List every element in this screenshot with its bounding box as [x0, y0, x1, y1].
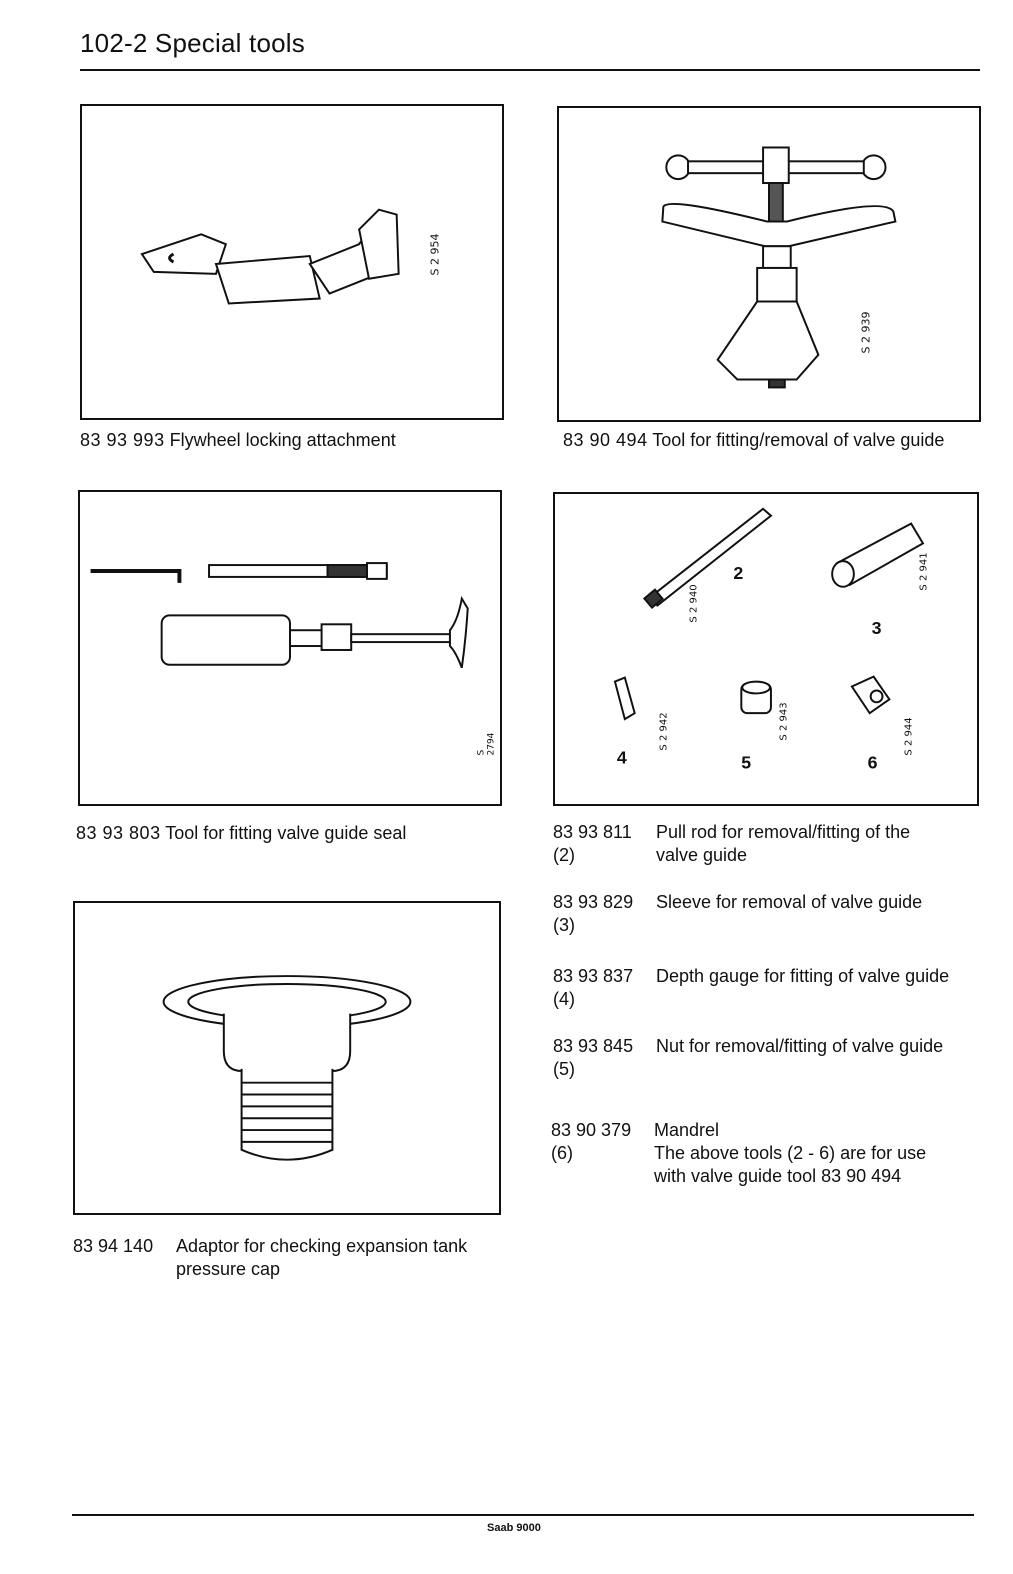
footer-rule [72, 1514, 974, 1516]
tool-ref: (6) [551, 1143, 573, 1163]
valve-seal-tool-drawing [80, 492, 500, 804]
caption-number: 83 93 803 [76, 823, 161, 843]
tool-number: 83 93 829 [553, 892, 634, 912]
figure-flywheel-locking [80, 104, 504, 420]
tool-list-item [553, 821, 983, 867]
tool-description: Depth gauge for fitting of valve guide [656, 966, 950, 986]
footer-brand: Saab 9000 [487, 1522, 541, 1534]
tool-description: Nut for removal/fitting of valve guide [656, 1036, 944, 1056]
tool-list-item [553, 965, 983, 1011]
figure-valve-guide-tool [557, 106, 981, 422]
tool-list-item [551, 1119, 983, 1189]
figure-code: S 2 941 [918, 552, 930, 591]
caption-number: 83 90 494 [563, 430, 648, 450]
caption-adaptor [73, 1235, 513, 1283]
figure-code: S 2 943 [778, 702, 790, 741]
tool-ref: (2) [553, 845, 575, 865]
tool-list-item [553, 891, 983, 937]
figure-code: S 2 944 [903, 717, 915, 756]
caption-number: 83 93 993 [80, 430, 165, 450]
tool-number: 83 93 811 [553, 822, 632, 842]
caption-title: Tool for fitting valve guide seal [165, 823, 407, 843]
caption-valve-seal-tool [76, 821, 406, 845]
page-title: 102-2 Special tools [80, 28, 305, 58]
tool-ref: (3) [553, 915, 575, 935]
tool-description-cont: The above tools (2 - 6) are for use [654, 1143, 927, 1163]
tool-list-item [553, 1035, 983, 1081]
figure-valve-seal-tool [78, 490, 502, 806]
tool-ref: (5) [553, 1059, 575, 1079]
caption-title: Flywheel locking attachment [169, 430, 396, 450]
figure-code: S 2 942 [658, 712, 670, 751]
tool-ref: (4) [553, 989, 575, 1009]
caption-flywheel [80, 428, 396, 452]
figure-code: S 2 954 [428, 233, 442, 276]
figure-valve-guide-set [553, 492, 979, 806]
item-label: 4 [616, 747, 627, 768]
tool-description-cont: with valve guide tool 83 90 494 [654, 1166, 902, 1186]
tool-description: Mandrel [654, 1120, 720, 1140]
tool-number: 83 93 837 [553, 966, 634, 986]
caption-title: Adaptor for checking expansion tank [176, 1236, 468, 1256]
tool-number: 83 90 379 [551, 1120, 632, 1140]
adaptor-drawing [75, 903, 499, 1213]
valve-guide-set-drawing [555, 494, 977, 804]
caption-number: 83 94 140 [73, 1236, 154, 1256]
figure-adaptor [73, 901, 501, 1215]
item-label: 6 [867, 752, 878, 773]
item-label: 3 [871, 618, 882, 639]
figure-code: S 2 940 [688, 584, 700, 623]
item-label: 5 [741, 752, 752, 773]
tool-number: 83 93 845 [553, 1036, 634, 1056]
header-rule [80, 69, 980, 71]
figure-code: S 2794 [476, 732, 497, 756]
valve-guide-tool-drawing [559, 108, 979, 420]
caption-valve-guide-tool [563, 428, 987, 452]
caption-title-cont: pressure cap [176, 1259, 281, 1279]
item-label: 2 [733, 562, 744, 583]
tool-description: Sleeve for removal of valve guide [656, 892, 923, 912]
figure-code: S 2 939 [859, 311, 873, 354]
tool-description: Pull rod for removal/fitting of the [656, 822, 911, 842]
caption-title: Tool for fitting/removal of valve guide [652, 430, 945, 450]
tool-description-cont: valve guide [656, 845, 748, 865]
